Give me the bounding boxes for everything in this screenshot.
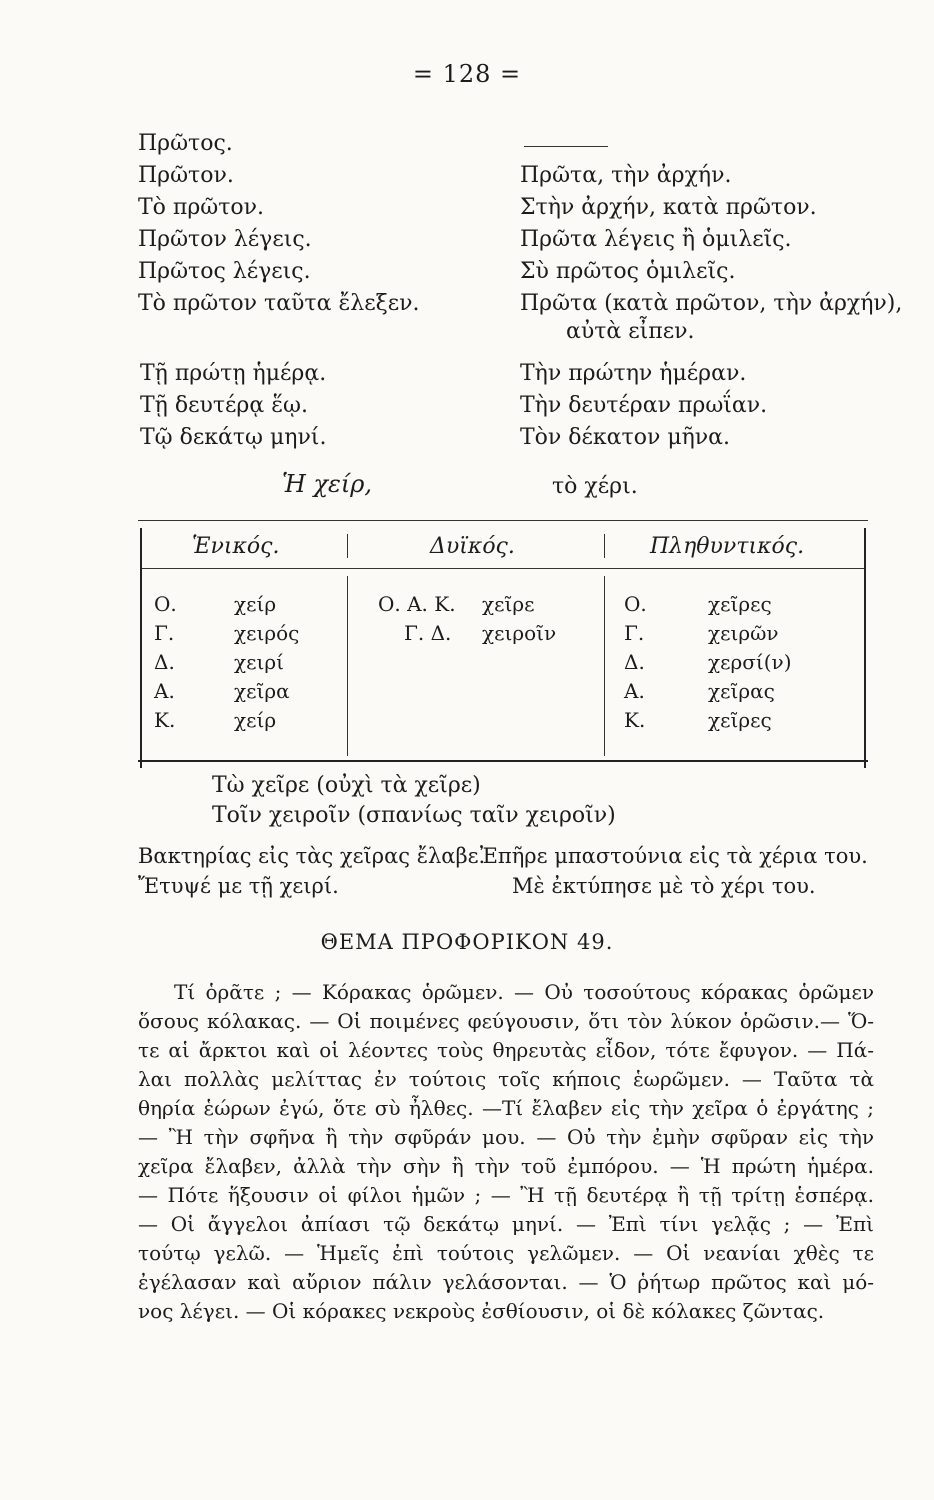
case-form: χεῖρα xyxy=(234,679,290,703)
column-separator xyxy=(347,534,348,558)
vocab-line: Τὸν δέκατον μῆνα. xyxy=(520,425,731,450)
case-label: Ο. Α. Κ. xyxy=(378,592,456,616)
example-ancient: Βακτηρίας εἰς τὰς χεῖρας ἔλαβε. xyxy=(138,844,486,868)
table-top-rule xyxy=(138,520,868,521)
dash-rule xyxy=(524,146,608,147)
paragraph-line: λαι πολλὰς μελίττας ἐν τούτοις τοῖς κήποις ἑωρῶμεν. — Ταῦτα τὰ xyxy=(138,1067,874,1091)
paragraph-line: τούτῳ γελῶ. — Ἡμεῖς ἐπὶ τούτοις γελῶμεν. — Οἱ νεανίαι χθὲς τε xyxy=(138,1241,874,1265)
case-label: Δ. xyxy=(624,650,645,674)
vocab-line: αὐτὰ εἶπεν. xyxy=(566,319,695,344)
case-form: χείρ xyxy=(234,592,277,616)
column-separator xyxy=(347,576,348,756)
vocab-line: Πρῶτα, τὴν ἀρχήν. xyxy=(520,163,732,188)
section-heading: ΘΕΜΑ ΠΡΟΦΟΡΙΚΟΝ 49. xyxy=(320,930,614,954)
case-label: Α. xyxy=(154,679,175,703)
paragraph-line: — Οἱ ἄγγελοι ἀπίασι τῷ δεκάτῳ μηνί. — Ἐπὶ τίνι γελᾷς ; — Ἐπὶ xyxy=(138,1212,874,1236)
header-plural: Πληθυντικός. xyxy=(650,534,805,559)
vocab-line: Πρῶτα (κατὰ πρῶτον, τὴν ἀρχήν), xyxy=(520,291,903,316)
noun-ancient-form: Ἡ χείρ, xyxy=(282,470,373,498)
example-modern: Μὲ ἐκτύπησε μὲ τὸ χέρι του. xyxy=(512,874,816,898)
case-label: Κ. xyxy=(624,708,646,732)
paragraph-line: ἐγέλασαν καὶ αὔριον πάλιν γελάσονται. — Ὁ ῥήτωρ πρῶτος καὶ μό- xyxy=(138,1270,874,1294)
vocab-line: Τὸ πρῶτον. xyxy=(138,195,265,220)
paragraph-line: νος λέγει. — Οἱ κόρακες νεκροὺς ἐσθίουσιν, οἱ δὲ κόλακες ζῶντας. xyxy=(138,1299,825,1323)
page-number: = 128 = xyxy=(412,60,522,88)
column-separator xyxy=(604,534,605,558)
column-separator xyxy=(604,576,605,756)
case-label: Γ. xyxy=(154,621,175,645)
case-label: Ο. xyxy=(154,592,177,616)
vocab-line: Σὺ πρῶτος ὁμιλεῖς. xyxy=(520,259,736,284)
paragraph-line: τε αἱ ἄρκτοι καὶ οἱ λέοντες τοὺς θηρευτὰς εἶδον, τότε ἔφυγον. — Πά- xyxy=(138,1038,874,1062)
paragraph-line: — Πότε ἥξουσιν οἱ φίλοι ἡμῶν ; — Ἢ τῇ δευτέρᾳ ἢ τῇ τρίτῃ ἑσπέρᾳ. xyxy=(138,1183,874,1207)
case-label: Κ. xyxy=(154,708,176,732)
case-form: χερσί(ν) xyxy=(708,650,792,674)
vocab-line: Τὸ πρῶτον ταῦτα ἔλεξεν. xyxy=(138,291,420,316)
vocab-line: Τὴν δευτέραν πρωΐαν. xyxy=(520,393,768,418)
vocab-line: Τῇ πρώτῃ ἡμέρᾳ. xyxy=(140,361,327,386)
vocab-line: Τὴν πρώτην ἡμέραν. xyxy=(520,361,747,386)
vocab-line: Πρῶτον. xyxy=(138,163,234,188)
vocab-line: Πρῶτα λέγεις ἢ ὁμιλεῖς. xyxy=(520,227,792,252)
header-rule xyxy=(142,568,864,569)
vocab-line: Τῷ δεκάτῳ μηνί. xyxy=(140,425,327,450)
vocab-line: Πρῶτος λέγεις. xyxy=(138,259,311,284)
case-form: χειρῶν xyxy=(708,621,779,645)
case-label: Γ. xyxy=(624,621,645,645)
vocab-line: Πρῶτον λέγεις. xyxy=(138,227,312,252)
dual-note: Τὼ χεῖρε (οὐχὶ τὰ χεῖρε) xyxy=(212,773,481,798)
noun-modern-form: τὸ χέρι. xyxy=(552,474,638,499)
vocab-line: Πρῶτος. xyxy=(138,131,233,156)
case-form: χεῖρας xyxy=(708,679,775,703)
header-dual: Δυϊκός. xyxy=(430,534,515,559)
exercise-paragraph xyxy=(138,978,874,1326)
dual-note: Τοῖν χειροῖν (σπανίως ταῖν χειροῖν) xyxy=(212,803,616,828)
example-ancient: Ἔτυψέ με τῇ χειρί. xyxy=(138,874,339,898)
table-bottom-rule xyxy=(138,760,868,762)
case-label: Ο. xyxy=(624,592,647,616)
case-label: Α. xyxy=(624,679,645,703)
header-singular: Ἑνικός. xyxy=(192,534,280,559)
case-form: χεῖρε xyxy=(482,592,535,616)
paragraph-line: Τί ὁρᾶτε ; — Κόρακας ὁρῶμεν. — Οὐ τοσούτους κόρακας ὁρῶμεν xyxy=(174,980,874,1004)
vocab-line: Στὴν ἀρχήν, κατὰ πρῶτον. xyxy=(520,195,817,220)
case-form: χειρί xyxy=(234,650,284,674)
case-form: χειροῖν xyxy=(482,621,557,645)
case-form: χειρός xyxy=(234,621,300,645)
case-form: χεῖρες xyxy=(708,708,772,732)
paragraph-line: ὅσους κόλακας. — Οἱ ποιμένες φεύγουσιν, ὅτι τὸν λύκον ὁρῶσιν.— Ὅ- xyxy=(138,1009,874,1033)
example-modern: Ἐπῆρε μπαστούνια εἰς τὰ χέρια του. xyxy=(480,844,868,868)
paragraph-line: χεῖρα ἔλαβεν, ἀλλὰ τὴν σὴν ἢ τὴν τοῦ ἐμπόρου. — Ἡ πρώτη ἡμέρα. xyxy=(138,1154,874,1178)
case-label: Δ. xyxy=(154,650,175,674)
case-label: Γ. Δ. xyxy=(404,621,452,645)
case-form: χεῖρες xyxy=(708,592,772,616)
paragraph-line: θηρία ἑώρων ἐγώ, ὅτε σὺ ἦλθες. —Τί ἔλαβεν εἰς τὴν χεῖρα ὁ ἐργάτης ; xyxy=(138,1096,874,1120)
case-form: χείρ xyxy=(234,708,277,732)
vocab-line: Τῇ δευτέρᾳ ἕῳ. xyxy=(140,393,308,418)
paragraph-line: — Ἢ τὴν σφῆνα ἢ τὴν σφῦράν μου. — Οὐ τὴν ἐμὴν σφῦραν εἰς τὴν xyxy=(138,1125,874,1149)
declension-table xyxy=(140,528,866,768)
